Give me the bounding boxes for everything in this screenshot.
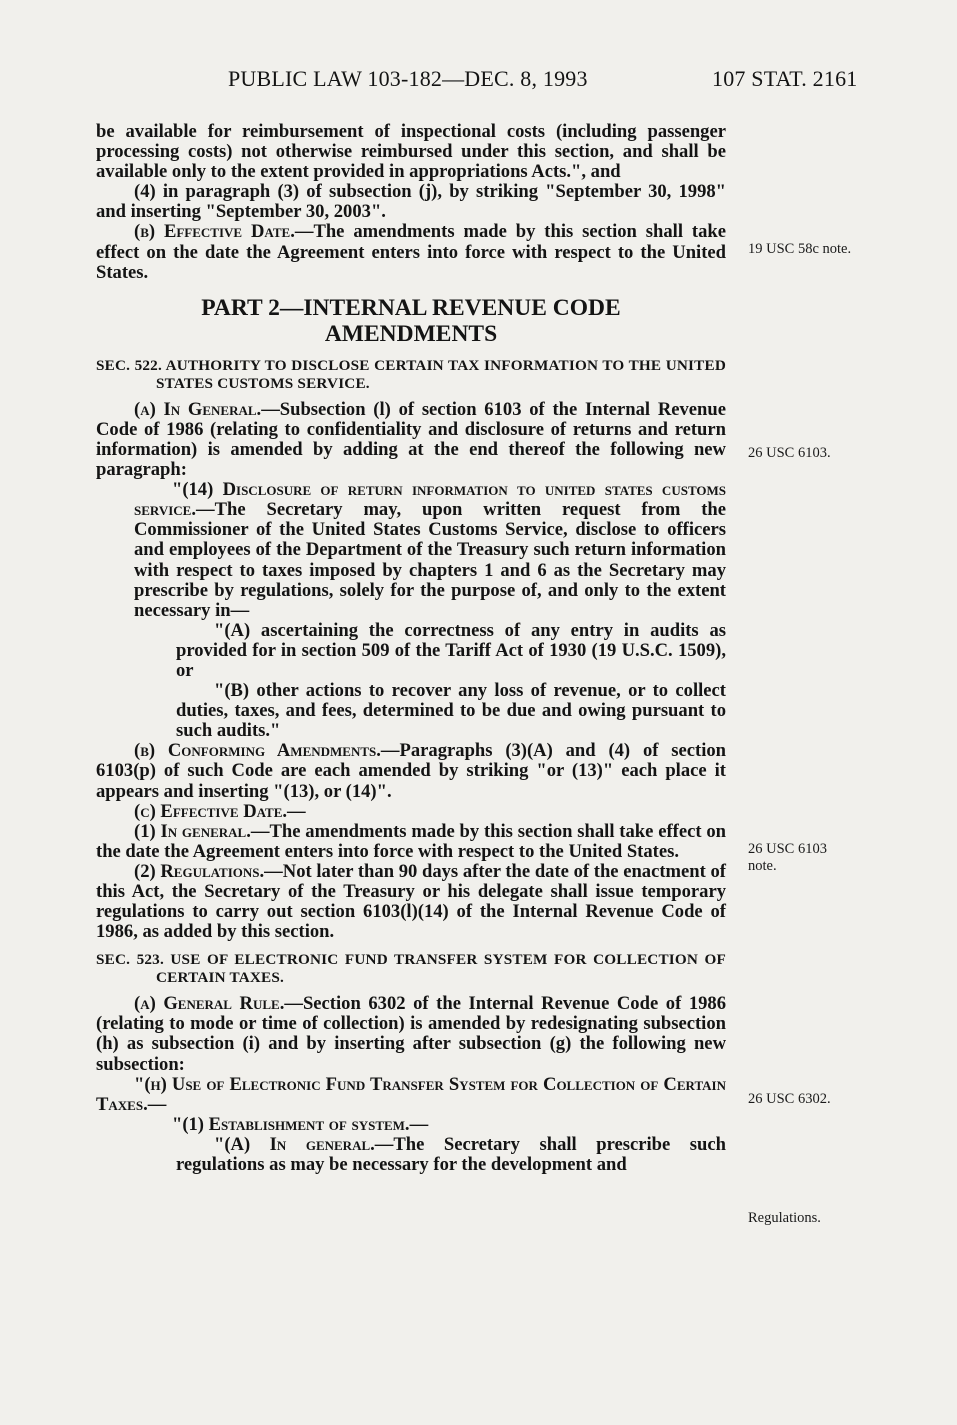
subhead: "(14) Disclosure of return information to united states customs service. (134, 479, 726, 521)
subhead: "(A) In general. (214, 1133, 375, 1155)
paragraph-A: "(A) ascertaining the correctness of any entry in audits as provided for in section 509 of the Tariff Act of 1930 (19 U.S.C. 1509), or (176, 619, 726, 681)
section-523-heading: SEC. 523. USE OF ELECTRONIC FUND TRANSFER SYSTEM FOR COLLECTION OF CERTAIN TAXES. (96, 951, 726, 987)
paragraph-h1A (96, 1135, 726, 1175)
margin-note-26usc6302: 26 USC 6302. (748, 1091, 831, 1107)
part-heading-line1: PART 2—INTERNAL REVENUE CODE (201, 294, 621, 321)
paragraph-general-rule (96, 994, 726, 1074)
paragraph-text: —Section 6302 of the Internal Revenue Code of 1986 (relating to mode or time of collection) is amended by redesignating subsection (h) as subsection (i) and by inserting after subsection (g) the following new subsection: (96, 993, 727, 1075)
margin-note-26usc6103: 26 USC 6103. (748, 445, 831, 461)
margin-note-26usc6103-note-b: note. (748, 858, 777, 874)
paragraph-text: —The Secretary may, upon written request from the Commissioner of the United States Customs Service, disclose to officers and employees of the Department of the Treasury such return information with respect to taxes imposed by chapters 1 and 6 as the Secretary may prescribe by regulations, solely for the purpose of, and only to the extent necessary in— (134, 499, 726, 621)
subhead: (b) Conforming Amendments. (134, 740, 381, 762)
paragraph-text: —The amendments made by this section shall take effect on the date the Agreement enters into force with respect to the United States. (96, 221, 726, 283)
paragraph-text: —Paragraphs (3)(A) and (4) of section 6103(p) of such Code are each amended by striking "or (13)" each place it appears and inserting "(13), or (14)". (96, 740, 727, 802)
paragraph-text: — (287, 800, 306, 822)
subhead: (2) Regulations. (134, 860, 265, 882)
paragraph-continuation: be available for reimbursement of inspectional costs (including passenger processing costs) not otherwise reimbursed under this section, and shall be available only to the extent provided in appropriations Acts.", and (96, 121, 726, 183)
subhead: (1) In general. (134, 820, 251, 842)
section-522-heading: SEC. 522. AUTHORITY TO DISCLOSE CERTAIN TAX INFORMATION TO THE UNITED STATES CUSTOMS SERVICE. (96, 356, 726, 392)
paragraph-effective-date-c (96, 802, 726, 822)
running-header-title: PUBLIC LAW 103-182—DEC. 8, 1993 (228, 66, 588, 91)
paragraph-14 (96, 480, 726, 621)
paragraph-h1: "(1) Establishment of system.— (172, 1113, 429, 1135)
paragraph-text: —The amendments made by this section shall take effect on the date the Agreement enters into force with respect to the United States. (96, 820, 726, 862)
paragraph-text: —The Secretary shall prescribe such regulations as may be necessary for the development and (176, 1133, 726, 1176)
paragraph-B: "(B) other actions to recover any loss of revenue, or to collect duties, taxes, and fees, determined to be due and owing pursuant to such audits." (176, 680, 726, 742)
paragraph-4: (4) in paragraph (3) of subsection (j), by striking "September 30, 1998" and inserting "September 30, 2003". (96, 181, 726, 223)
paragraph-text: —Subsection (l) of section 6103 of the Internal Revenue Code of 1986 (relating to confidentiality and disclosure of returns and return information) is amended by adding at the end thereof the following new paragraph: (96, 398, 726, 481)
margin-note-26usc6103-note-a: 26 USC 6103 (748, 841, 827, 857)
paragraph-conforming (96, 741, 726, 801)
margin-note-19usc58c: 19 USC 58c note. (748, 241, 852, 257)
margin-note-regulations: Regulations. (748, 1210, 821, 1226)
paragraph-text: —Not later than 90 days after the date of the enactment of this Act, the Secretary of the Treasury or his delegate shall issue temporary regulations to carry out section 6103(l)(14) of the Internal Revenue Code of 1986, as added by this section. (96, 860, 726, 943)
statute-page-number: 107 STAT. 2161 (712, 66, 858, 91)
paragraph-h: "(h) Use of Electronic Fund Transfer System for Collection of Certain Taxes.— (96, 1073, 726, 1115)
paragraph-c1 (96, 822, 726, 862)
paragraph-c2 (96, 862, 726, 942)
subhead: (a) In General. (134, 398, 262, 420)
part-heading (96, 295, 726, 347)
subhead: (c) Effective Date. (134, 800, 288, 822)
paragraph-effective-date-b (96, 222, 726, 282)
document-body (96, 122, 726, 1175)
paragraph-in-general (96, 400, 726, 480)
subhead: (a) General Rule. (134, 993, 285, 1015)
part-heading-line2: AMENDMENTS (324, 320, 498, 347)
subhead: (b) Effective Date. (134, 221, 295, 243)
